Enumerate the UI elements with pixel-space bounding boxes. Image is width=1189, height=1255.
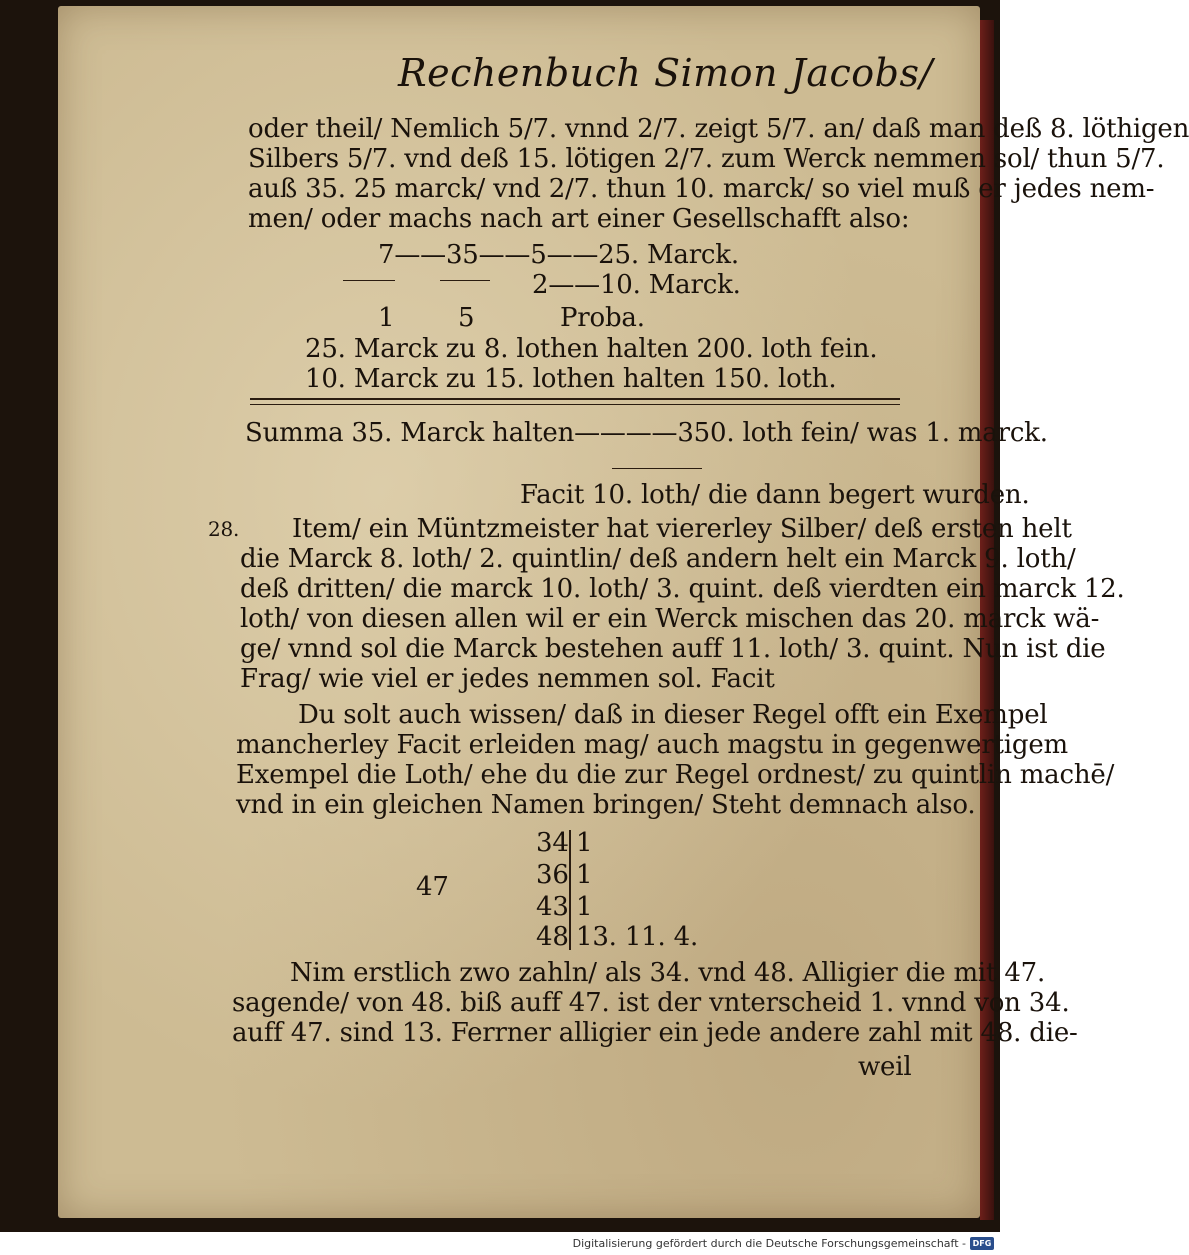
- alligation-num: 43: [536, 892, 569, 922]
- scheme-rule: [343, 280, 395, 281]
- alligation-val: 1: [576, 892, 593, 922]
- note-line: mancherley Facit erleiden mag/ auch magstu in gegenwertigem: [236, 730, 1069, 760]
- problem-line: Item/ ein Müntzmeister hat viererley Silber/ deß ersten helt: [292, 514, 1072, 544]
- alligation-val: 1: [576, 828, 593, 858]
- society-num: 1: [378, 303, 395, 333]
- text-line: men/ oder machs nach art einer Gesellschafft also:: [248, 204, 910, 234]
- division-rule: [612, 468, 702, 469]
- problem-number: 28.: [208, 517, 240, 541]
- society-row-2: 2——10. Marck.: [532, 270, 741, 300]
- society-num: 5: [458, 303, 475, 333]
- final-line: auff 47. sind 13. Ferrner alligier ein jede andere zahl mit 48. die-: [232, 1018, 1078, 1048]
- text-line: Silbers 5/7. vnd deß 15. lötigen 2/7. zum Werck nemmen sol/ thun 5/7.: [248, 144, 1165, 174]
- scheme-rule: [440, 280, 490, 281]
- problem-line: loth/ von diesen allen wil er ein Werck mischen das 20. marck wä-: [240, 604, 1100, 634]
- note-line: vnd in ein gleichen Namen bringen/ Steht demnach also.: [236, 790, 976, 820]
- alligation-mean: 47: [416, 872, 449, 902]
- text-line: oder theil/ Nemlich 5/7. vnnd 2/7. zeigt 5/7. an/ daß man deß 8. löthigen: [248, 114, 1189, 144]
- problem-line: die Marck 8. loth/ 2. quintlin/ deß andern helt ein Marck 9. loth/: [240, 544, 1076, 574]
- running-header: Rechenbuch Simon Jacobs/: [398, 51, 933, 95]
- final-line: Nim erstlich zwo zahln/ als 34. vnd 48. Alligier die mit 47.: [290, 958, 1046, 988]
- sum-rule: [250, 404, 900, 405]
- problem-line: ge/ vnnd sol die Marck bestehen auff 11. loth/ 3. quint. Nun ist die: [240, 634, 1106, 664]
- proof-line: 25. Marck zu 8. lothen halten 200. loth fein.: [305, 334, 878, 364]
- dfg-logo-icon: DFG: [970, 1237, 994, 1250]
- text-line: auß 35. 25 marck/ vnd 2/7. thun 10. marck/ so viel muß er jedes nem-: [248, 174, 1155, 204]
- alligation-val: 13. 11. 4.: [576, 922, 699, 952]
- summa-line: Summa 35. Marck halten————350. loth fein/ was 1. marck.: [245, 418, 1048, 448]
- alligation-num: 36: [536, 860, 569, 890]
- footer: [0, 1232, 1000, 1255]
- problem-line: deß dritten/ die marck 10. loth/ 3. quint. deß vierdten ein marck 12.: [240, 574, 1125, 604]
- footer-text: Digitalisierung gefördert durch die Deutsche Forschungsgemeinschaft -: [572, 1237, 966, 1250]
- alligation-num: 48: [536, 922, 569, 952]
- problem-line: Frag/ wie viel er jedes nemmen sol. Facit: [240, 664, 775, 694]
- proof-line: 10. Marck zu 15. lothen halten 150. loth.: [305, 364, 837, 394]
- note-line: Du solt auch wissen/ daß in dieser Regel offt ein Exempel: [298, 700, 1048, 730]
- alligation-num: 34: [536, 828, 569, 858]
- alligation-val: 1: [576, 860, 593, 890]
- facit-line: Facit 10. loth/ die dann begert wurden.: [520, 480, 1030, 510]
- society-row-1: 7——35——5——25. Marck.: [378, 240, 739, 270]
- proba-label: Proba.: [560, 303, 645, 333]
- catchword: weil: [858, 1052, 912, 1082]
- final-line: sagende/ von 48. biß auff 47. ist der vnterscheid 1. vnnd von 34.: [232, 988, 1070, 1018]
- sum-rule: [250, 398, 900, 400]
- note-line: Exempel die Loth/ ehe du die zur Regel ordnest/ zu quintlin machē/: [236, 760, 1115, 790]
- alligation-bar: [569, 830, 571, 950]
